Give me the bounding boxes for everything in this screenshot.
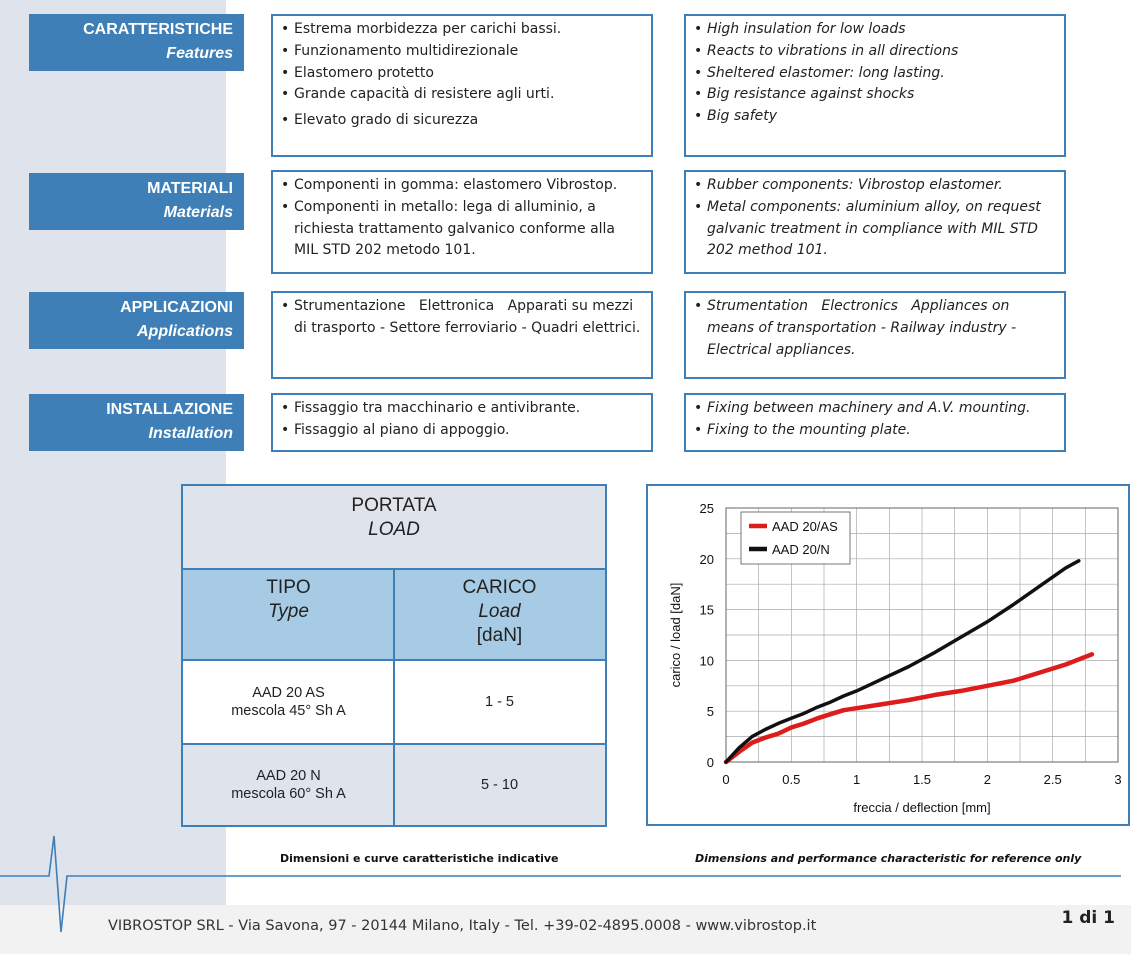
applications-it-item: • Strumentazione Elettronica Apparati su mezzi di trasporto - Settore ferroviario - Quadri elettrici. <box>281 296 643 340</box>
materials-it-item: • Componenti in gomma: elastomero Vibrostop. <box>281 175 643 197</box>
features-label-it: CARATTERISTICHE <box>83 21 233 38</box>
materials-it-box <box>271 170 653 274</box>
x-tick-label: 1.5 <box>912 772 932 787</box>
materials-en-box <box>684 170 1066 274</box>
x-tick-label: 2 <box>983 772 991 787</box>
y-tick-label: 10 <box>699 653 714 669</box>
caption-en: Dimensions and performance characteristic for reference only <box>695 852 1082 865</box>
materials-it-item: • Componenti in metallo: lega di alluminio, a richiesta trattamento galvanico conforme alla MIL STD 202 metodo 101. <box>281 197 643 262</box>
features-it-item: • Estrema morbidezza per carichi bassi. <box>281 19 643 41</box>
installation-label-en: Installation <box>148 425 233 442</box>
features-it-item: • Elevato grado di sicurezza <box>281 110 643 132</box>
table-row-type <box>183 660 394 744</box>
row2-type-line1: AAD 20 N <box>256 767 321 784</box>
features-en-item: • Reacts to vibrations in all directions <box>694 41 1056 63</box>
y-tick-label: 20 <box>699 551 714 567</box>
installation-it-item: • Fissaggio tra macchinario e antivibrante. <box>281 398 643 420</box>
installation-it-box <box>271 393 653 452</box>
table-divider <box>393 569 395 825</box>
features-it-item: • Grande capacità di resistere agli urti. <box>281 84 643 106</box>
chart-svg <box>648 486 1128 824</box>
features-it-item: • Elastomero protetto <box>281 63 643 85</box>
x-tick-label: 0.5 <box>782 772 801 787</box>
materials-label <box>29 173 244 230</box>
materials-label-it: MATERIALI <box>147 180 233 197</box>
features-en-item: • Big safety <box>694 106 1056 128</box>
features-en-item: • High insulation for low loads <box>694 19 1056 41</box>
x-axis-label: freccia / deflection [mm] <box>853 800 991 815</box>
table-row-type <box>183 744 394 825</box>
features-en-item: • Sheltered elastomer: long lasting. <box>694 63 1056 85</box>
col-header-load <box>394 569 605 660</box>
y-tick-label: 5 <box>706 704 714 720</box>
installation-en-box <box>684 393 1066 452</box>
applications-en-box <box>684 291 1066 379</box>
applications-label-it: APPLICAZIONI <box>120 299 233 316</box>
table-row-load <box>394 660 605 744</box>
row1-type-line2: mescola 45° Sh A <box>231 703 346 719</box>
installation-it-item: • Fissaggio al piano di appoggio. <box>281 420 643 442</box>
installation-en-item: • Fixing to the mounting plate. <box>694 420 1056 442</box>
col-type-it: TIPO <box>266 577 311 598</box>
installation-label-it: INSTALLAZIONE <box>106 401 233 418</box>
series-line-aad-20-as <box>726 654 1092 762</box>
features-label <box>29 14 244 71</box>
features-en-box <box>684 14 1066 157</box>
load-table <box>181 484 607 827</box>
row1-load: 1 - 5 <box>484 694 514 710</box>
col-load-it: CARICO <box>462 577 537 598</box>
col-header-type <box>183 569 394 660</box>
load-title-en: LOAD <box>368 519 420 540</box>
materials-label-en: Materials <box>163 204 233 221</box>
col-load-en: Load <box>478 601 521 622</box>
features-it-item: • Funzionamento multidirezionale <box>281 41 643 63</box>
features-label-en: Features <box>166 45 233 62</box>
applications-label <box>29 292 244 349</box>
installation-en-item: • Fixing between machinery and A.V. mounting. <box>694 398 1056 420</box>
features-en-item: • Big resistance against shocks <box>694 84 1056 106</box>
footer-company-info: VIBROSTOP SRL - Via Savona, 97 - 20144 Milano, Italy - Tel. +39-02-4895.0008 - www.vibrostop.it <box>108 918 817 934</box>
features-it-box <box>271 14 653 157</box>
materials-en-item: • Rubber components: Vibrostop elastomer. <box>694 175 1056 197</box>
row1-type-line1: AAD 20 AS <box>252 685 325 701</box>
load-table-title <box>183 486 605 569</box>
page-number: 1 di 1 <box>1061 908 1115 928</box>
x-tick-label: 1 <box>853 772 861 787</box>
col-load-unit: [daN] <box>476 625 523 646</box>
y-tick-label: 0 <box>706 755 714 770</box>
y-tick-label: 25 <box>699 501 714 516</box>
y-tick-label: 15 <box>699 602 714 618</box>
load-deflection-chart <box>646 484 1130 826</box>
installation-label <box>29 394 244 451</box>
row2-type-line2: mescola 60° Sh A <box>231 785 346 802</box>
legend-label: AAD 20/AS <box>772 519 838 534</box>
table-row-load <box>394 744 605 825</box>
load-title-it: PORTATA <box>351 495 437 516</box>
x-tick-label: 3 <box>1114 772 1122 787</box>
col-type-en: Type <box>268 601 309 622</box>
applications-it-box <box>271 291 653 379</box>
applications-label-en: Applications <box>136 323 233 340</box>
legend-label: AAD 20/N <box>772 542 830 557</box>
applications-en-item: • Strumentation Electronics Appliances on means of transportation - Railway industry - Electrical appliances. <box>694 296 1056 361</box>
row2-load: 5 - 10 <box>480 776 519 793</box>
y-axis-label: carico / load [daN] <box>668 582 683 688</box>
materials-en-item: • Metal components: aluminium alloy, on request galvanic treatment in compliance with MIL STD 202 method 101. <box>694 197 1056 262</box>
x-tick-label: 0 <box>722 772 730 787</box>
x-tick-label: 2.5 <box>1043 772 1062 787</box>
caption-it: Dimensioni e curve caratteristiche indicative <box>280 852 559 865</box>
